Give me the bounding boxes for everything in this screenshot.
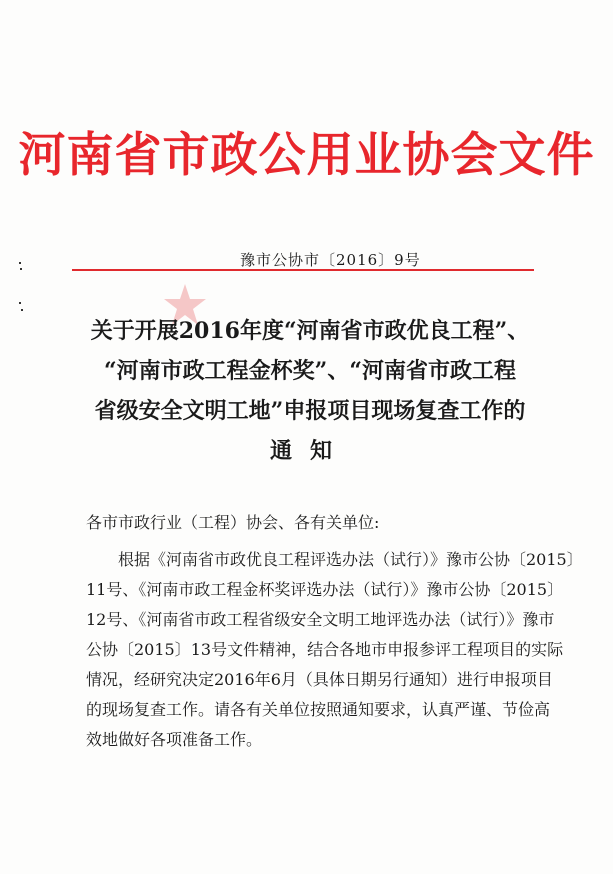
title-line-notice: 通知 (269, 438, 350, 464)
document-number: 豫市公协市〔2016〕9号 (240, 251, 421, 269)
scan-mark-dots (18, 262, 24, 312)
body-paragraph (86, 545, 583, 755)
body-line: 12号、《河南省市政工程省级安全文明工地评选办法（试行）》豫市 (86, 610, 555, 629)
red-separator-line (72, 269, 534, 271)
body-line: 11号、《河南市政工程金杯奖评选办法（试行）》豫市公协〔2015〕 (86, 580, 564, 599)
title-line: 省级安全文明工地”申报项目现场复查工作的 (94, 398, 526, 424)
body-line: 的现场复查工作。请各有关单位按照通知要求，认真严谨、节俭高 (86, 700, 551, 719)
body-line: 公协〔2015〕13号文件精神，结合各地市申报参评工程项目的实际 (86, 640, 564, 659)
title-line: 关于开展2016年度“河南省市政优良工程”、 (90, 318, 530, 344)
salutation: 各市市政行业（工程）协会、各有关单位: (86, 513, 380, 532)
body-line: 根据《河南省市政优良工程评选办法（试行）》豫市公协〔2015〕 (118, 550, 583, 569)
title-line: “河南市政工程金杯奖”、“河南省市政工程 (104, 358, 516, 384)
body-line: 情况，经研究决定2016年6月（具体日期另行通知）进行申报项目 (86, 670, 553, 689)
document-title (60, 311, 560, 471)
issuer-header-title: 河南省市政公用业协会文件 (18, 128, 595, 183)
body-line: 效地做好各项准备工作。 (86, 730, 263, 749)
